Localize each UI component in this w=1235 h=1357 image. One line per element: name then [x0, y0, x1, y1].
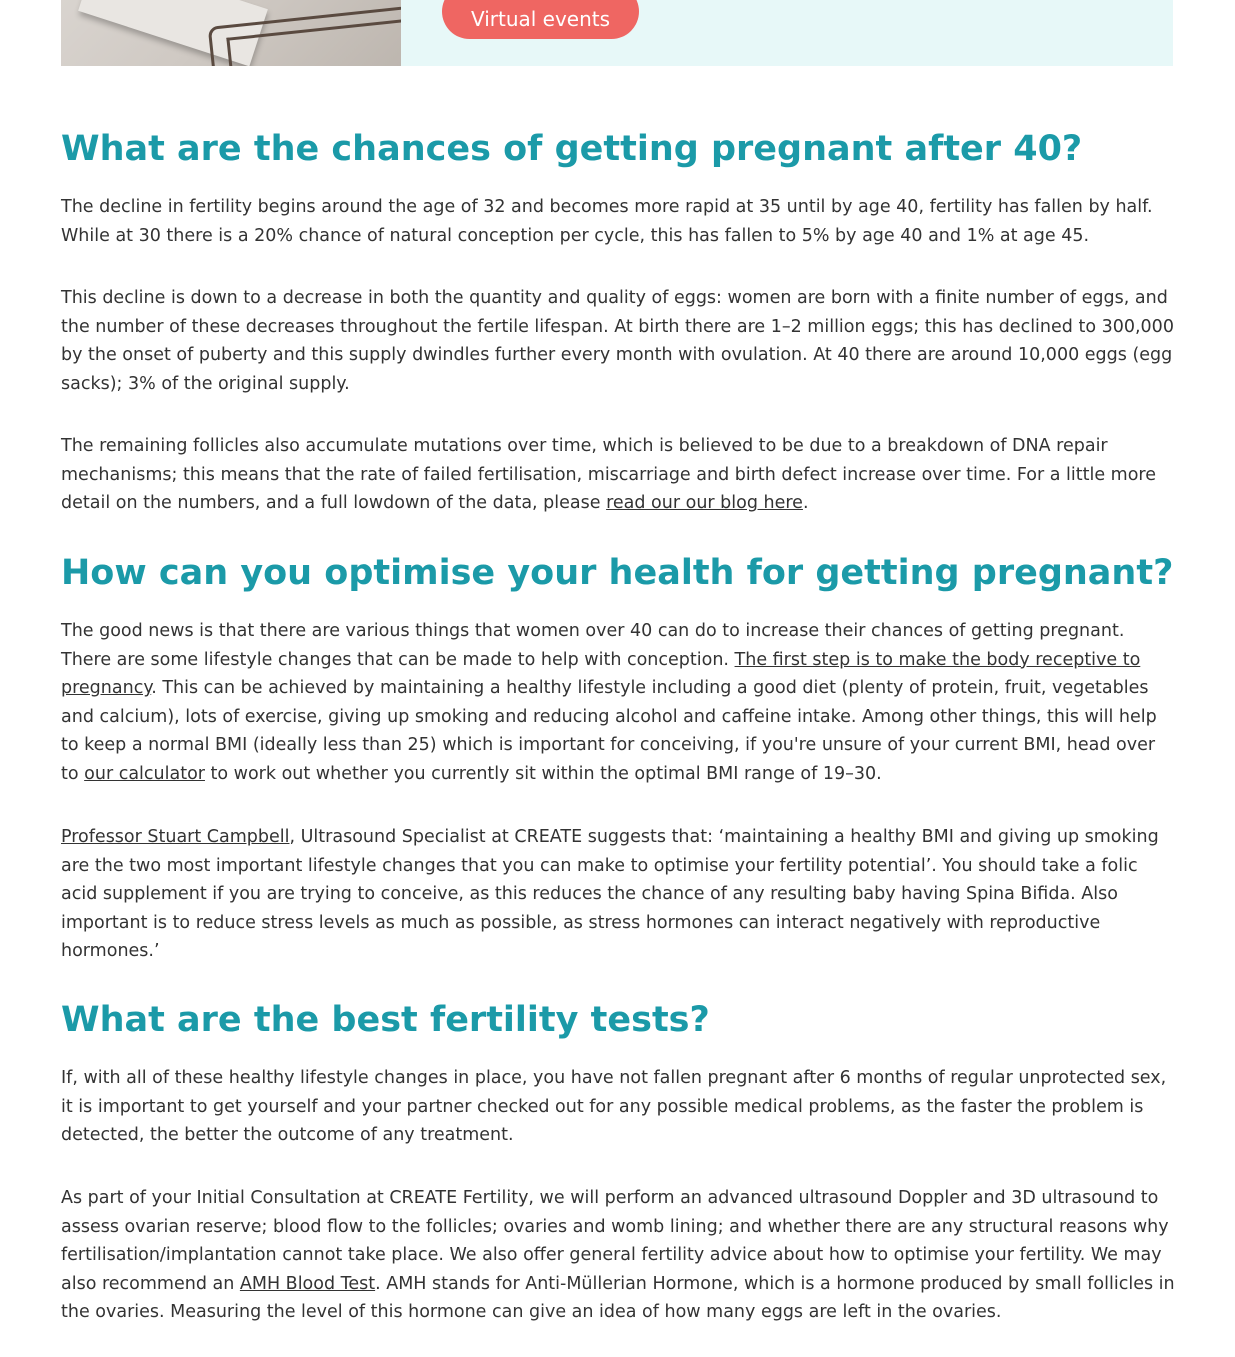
paragraph-text: .	[802, 493, 809, 514]
paragraph-good-news	[61, 617, 1176, 789]
promo-banner	[61, 0, 1173, 66]
section-heading-optimise-health: How can you optimise your health for getting pregnant?	[61, 553, 1174, 593]
paragraph-text: , Ultrasound Specialist at CREATE suggests that: ‘maintaining a healthy BMI and giving up smoking are the two most important lifestyle changes that you can make to optimise your fertility potential’. You should take a folic acid supplement if you are trying to conceive, as this reduces the chance of any resulting baby having Spina Bifida. Also important is to reduce stress levels as much as possible, as stress hormones can interact negatively with reproductive hormones.’	[61, 827, 1159, 962]
bmi-calculator-link[interactable]: our calculator	[84, 763, 205, 784]
paragraph-follicle-mutations	[61, 432, 1176, 518]
paragraph-egg-quantity: This decline is down to a decrease in both the quantity and quality of eggs: women are born with a finite number of eggs, and the number of these decreases throughout the fertile lifespan. At birth there are 1–2 million eggs; this has declined to 300,000 by the onset of puberty and this supply dwindles further every month with ovulation. At 40 there are around 10,000 eggs (egg sacks); 3% of the original supply.	[61, 288, 1174, 394]
paragraph-medical-checks: If, with all of these healthy lifestyle changes in place, you have not fallen pregnant after 6 months of regular unprotected sex, it is important to get yourself and your partner checked out for any possible medical problems, as the faster the problem is detected, the better the outcome of any treatment.	[61, 1068, 1167, 1146]
banner-image	[61, 0, 401, 66]
section-heading-chances: What are the chances of getting pregnant after 40?	[61, 129, 1083, 169]
professor-campbell-link[interactable]: Professor Stuart Campbell	[61, 827, 290, 847]
paragraph-text: . This can be achieved by maintaining a healthy lifestyle including a good diet (plenty of protein, fruit, vegetables and calcium), lots of exercise, giving up smoking and reducing alcohol and caffeine intake. Among other things, this will help to keep a normal BMI (ideally less than 25) which is important for conceiving, if you're unsure of your current BMI, head over to	[61, 678, 1157, 784]
paragraph-text: to work out whether you currently sit within the optimal BMI range of 19–30.	[204, 763, 882, 784]
paragraph-text: The good news is that there are various things that women over 40 can do to increase their chances of getting pregnant. There are some lifestyle changes that can be made to help with conception.	[61, 621, 1125, 670]
amh-blood-test-link[interactable]: AMH Blood Test	[239, 1273, 376, 1294]
paragraph-decline: The decline in fertility begins around the age of 32 and becomes more rapid at 35 until by age 40, fertility has fallen by half. While at 30 there is a 20% chance of natural conception per cycle, this has fallen to 5% by age 40 and 1% at age 45.	[61, 197, 1153, 246]
paragraph-text: The remaining follicles also accumulate mutations over time, which is believed to be due to a breakdown of DNA repair mechanisms; this means that the rate of failed fertilisation, miscarriage and birth defect increase over time. For a little more detail on the numbers, and a full lowdown of the data, please	[61, 436, 1157, 514]
blog-link[interactable]: read our our blog here	[606, 493, 803, 514]
virtual-events-button[interactable]: Virtual events	[442, 0, 639, 39]
receptive-body-link[interactable]: The first step is to make the body receptive to pregnancy	[61, 649, 1141, 699]
paragraph-text: As part of your Initial Consultation at CREATE Fertility, we will perform an advanced ultrasound Doppler and 3D ultrasound to assess ovarian reserve; blood flow to the follicles; ovaries and womb lining; and whether there are any structural reasons why fertilisation/implantation cannot take place. We also offer general fertility advice about how to optimise your fertility. We may also recommend an	[61, 1188, 1169, 1294]
paragraph-professor-quote	[61, 823, 1176, 966]
paragraph-text: . AMH stands for Anti-Müllerian Hormone, which is a hormone produced by small follicles in the ovaries. Measuring the level of this hormone can give an idea of how many eggs are left in the ovaries.	[61, 1273, 1175, 1323]
paragraph-initial-consultation	[61, 1184, 1176, 1327]
section-heading-fertility-tests: What are the best fertility tests?	[61, 1000, 710, 1040]
